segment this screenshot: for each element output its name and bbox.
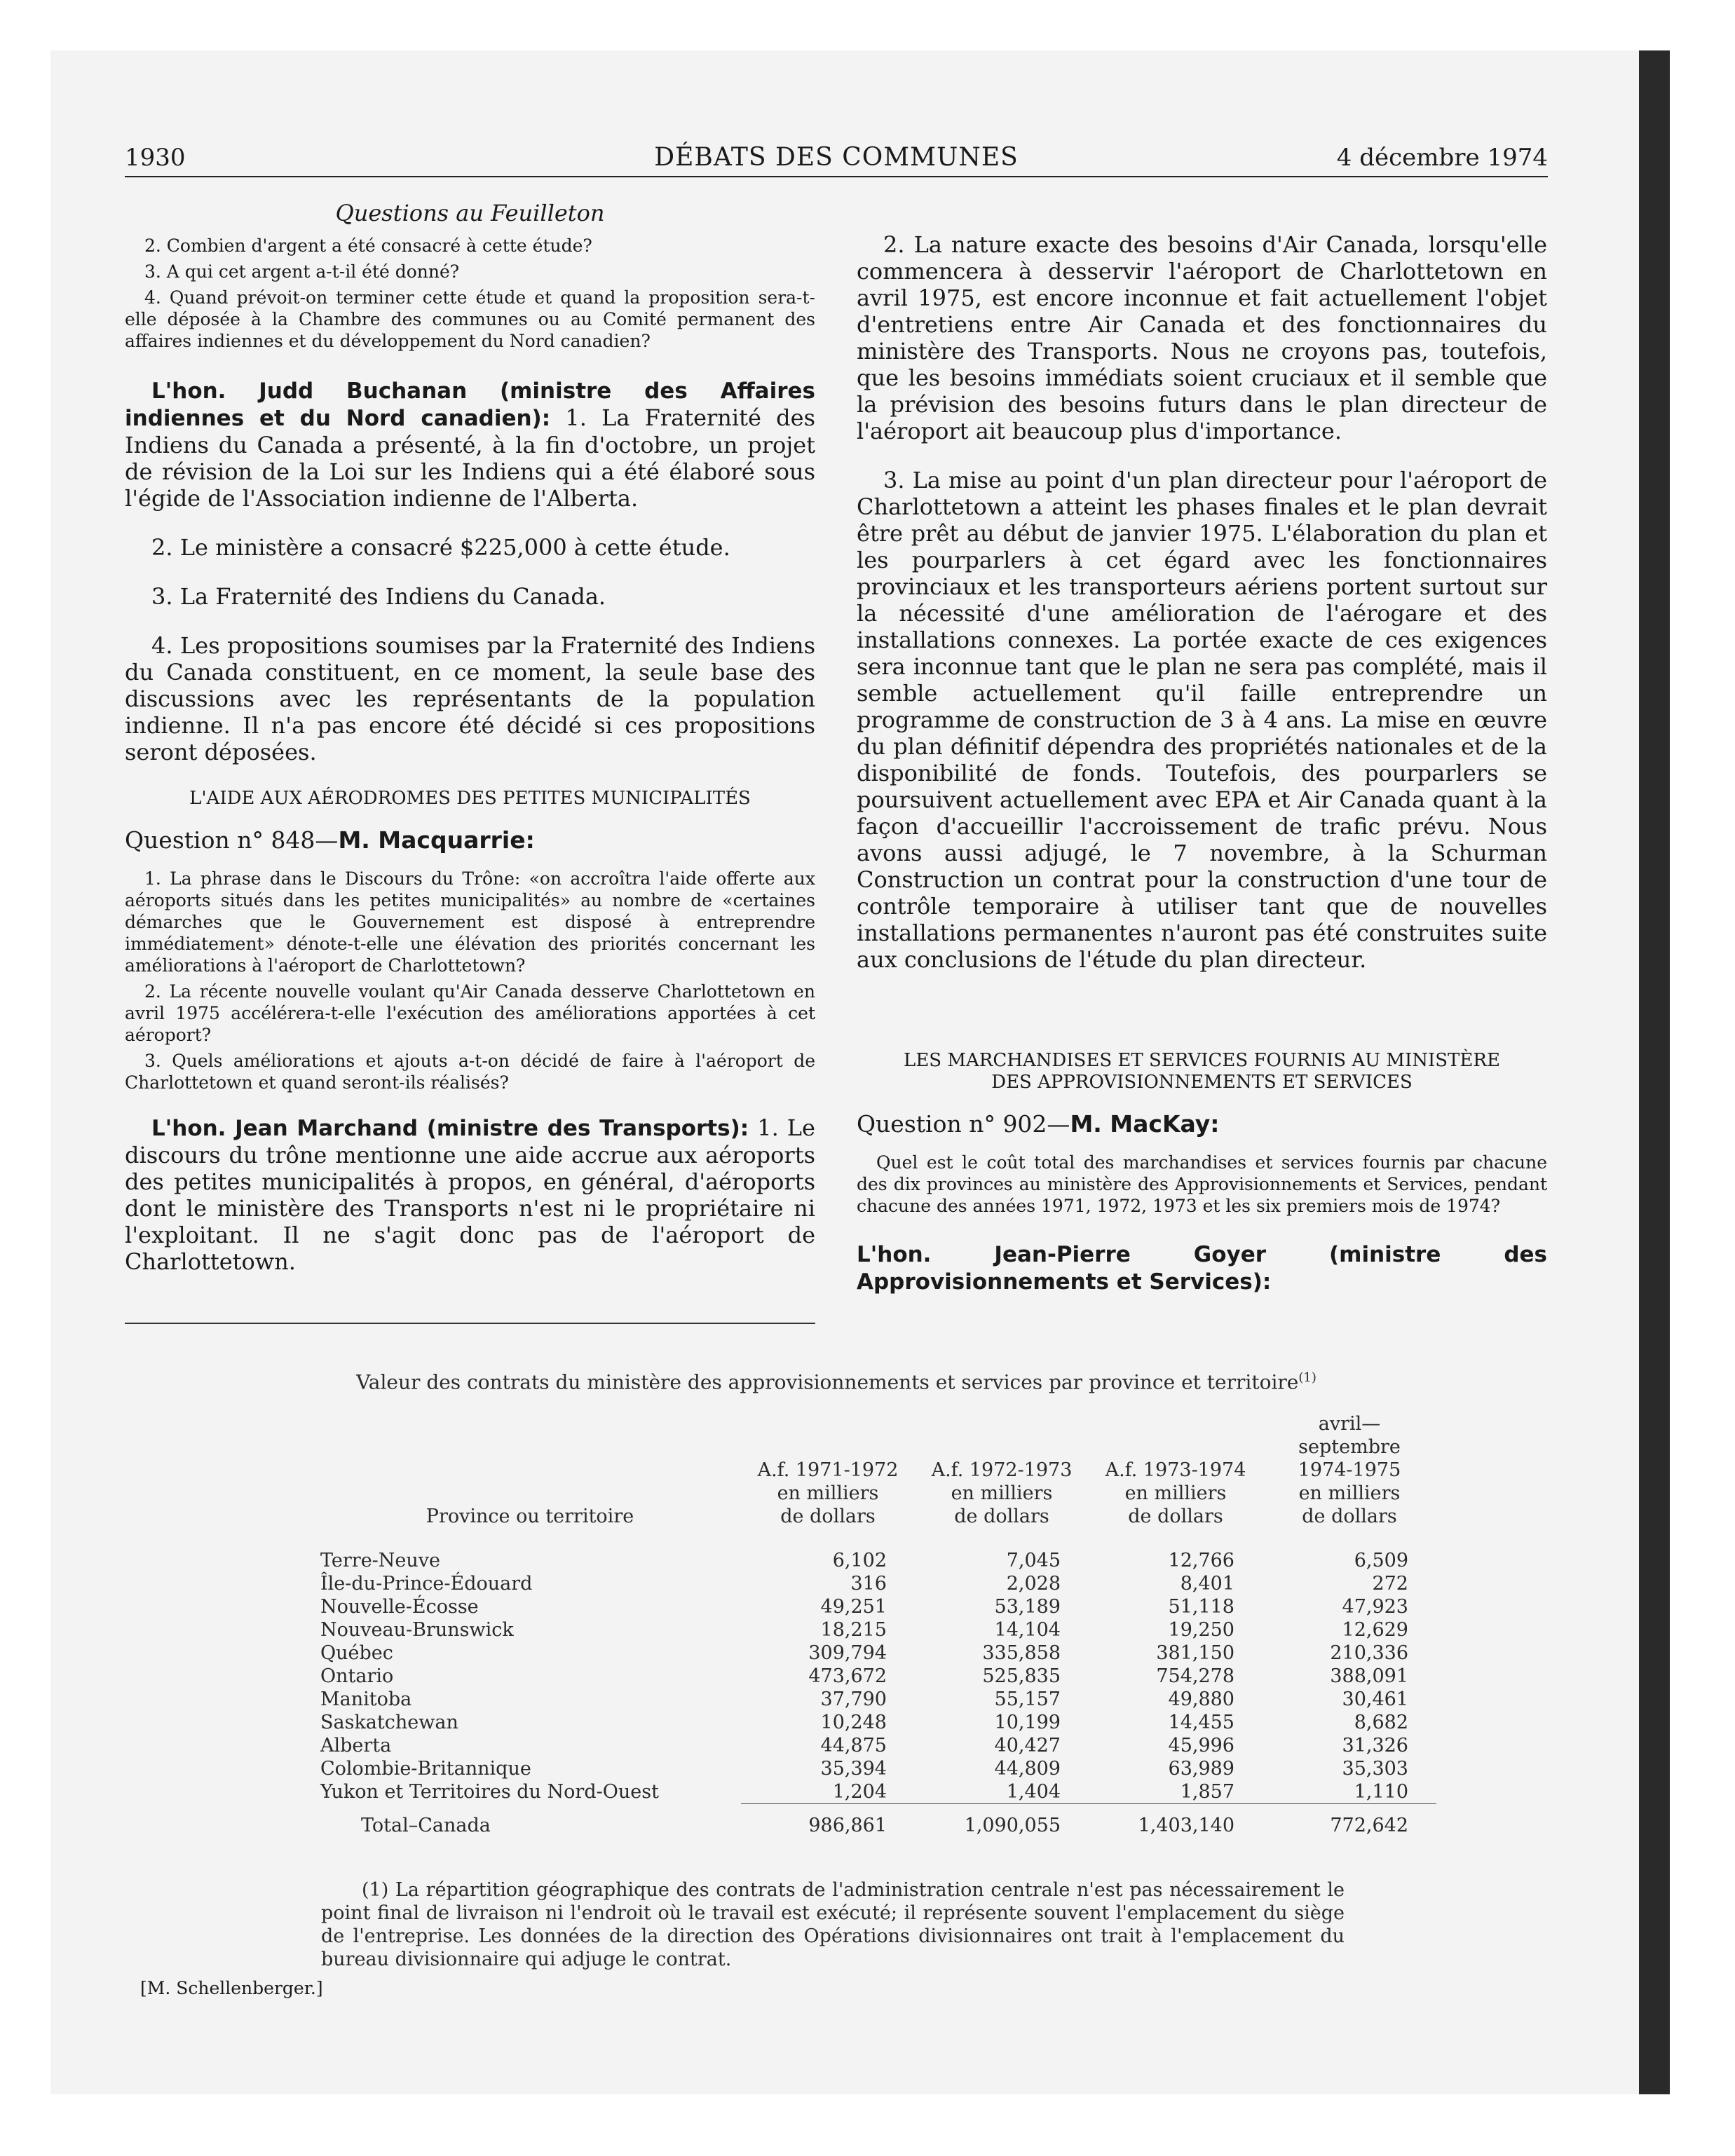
answer-paragraph: 2. La nature exacte des besoins d'Air Canada, lorsqu'elle commencera à desservir l'aéroport de Charlottetown en avril 1975, est encore inconnue et fait actuellement l'objet d'entretiens entre Air Canada et des fonctionnaires du ministère des Transports. Nous ne croyons pas, toutefois, que les besoins immédiats soient cruciaux et il semble que la prévision des besoins futurs dans le plan directeur de l'aéroport ait beaucoup plus d'importance. (857, 231, 1547, 444)
question-item: 1. La phrase dans le Discours du Trône: «on accroîtra l'aide offerte aux aéroports situés dans les petites municipalités» au nombre de «certaines démarches que le Gouvernement est disposé à entreprendre immédiatement» dénote-t-elle une élévation des priorités concernant les améliorations à l'aéroport de Charlottetown? (125, 868, 815, 976)
value-1972: 44,809 (994, 1758, 1061, 1780)
question-item: 3. Quels améliorations et ajouts a-t-on décidé de faire à l'aéroport de Charlottetown et quand seront-ils réalisés? (125, 1051, 815, 1093)
total-label: Total–Canada (361, 1814, 491, 1836)
province-name: Saskatchewan (320, 1712, 458, 1733)
section-label: Questions au Feuilleton (335, 200, 605, 226)
issue-date: 4 décembre 1974 (1336, 144, 1548, 172)
province-name: Nouvelle-Écosse (320, 1596, 479, 1618)
province-name: Québec (320, 1642, 393, 1664)
value-1974: 388,091 (1330, 1665, 1408, 1687)
table-row (319, 1595, 1436, 1618)
table-header-row (319, 1412, 1436, 1549)
header-line: de dollars (1128, 1506, 1223, 1527)
answer-paragraph (125, 1114, 815, 1275)
header-line: en milliers (1124, 1482, 1227, 1504)
value-1973: 19,250 (1168, 1619, 1234, 1641)
column-header-province: Province ou territoire (426, 1506, 634, 1527)
value-1972: 1,404 (915, 1780, 1089, 1804)
left-column (125, 200, 815, 1297)
header-line: 1974-1975 (1298, 1459, 1401, 1481)
value-1972: 10,199 (994, 1712, 1061, 1733)
answer-paragraph: 3. La Fraternité des Indiens du Canada. (151, 583, 606, 610)
question-number: Question n° 848— (125, 826, 339, 854)
value-1971: 44,875 (820, 1735, 887, 1756)
table-row (319, 1642, 1436, 1665)
member-name: M. Macquarrie: (338, 826, 535, 854)
value-1971: 309,794 (808, 1642, 887, 1664)
answer-text: 1. La Fraternité des Indiens du Canada a présenté, à la fin d'octobre, un projet de révision de la Loi sur les Indiens qui a été élaboré sous l'égide de l'Association indienne de l'Alberta. (125, 404, 816, 512)
table-title-text: Valeur des contrats du ministère des approvisionnements et services par province et territoire (356, 1370, 1299, 1394)
answer-text: 1. Le discours du trône mentionne une aide accrue aux aéroports des petites municipalités à propos, en général, d'aéroports dont le ministère des Transports n'est ni le propriétaire ni l'exploitant. Il ne s'agit donc pas de l'aéroport de Charlottetown. (125, 1114, 815, 1275)
value-1974: 35,303 (1342, 1758, 1408, 1780)
journal-title: DÉBATS DES COMMUNES (654, 143, 1019, 172)
column-header-1971 (741, 1412, 915, 1549)
header-line: A.f. 1971-1972 (757, 1459, 899, 1481)
province-name: Colombie-Britannique (320, 1758, 531, 1780)
value-1974: 8,682 (1354, 1712, 1408, 1733)
value-1971: 35,394 (820, 1758, 887, 1780)
value-1971: 6,102 (832, 1550, 887, 1571)
value-1972: 53,189 (994, 1596, 1061, 1618)
value-1971: 18,215 (820, 1619, 887, 1641)
value-1972: 335,858 (982, 1642, 1061, 1664)
total-1973: 1,403,140 (1138, 1815, 1234, 1836)
total-1974: 772,642 (1330, 1815, 1408, 1836)
province-name: Yukon et Territoires du Nord-Ouest (320, 1781, 659, 1803)
table-row (319, 1688, 1436, 1711)
value-1973: 12,766 (1168, 1550, 1234, 1571)
question-number: Question n° 902— (857, 1110, 1070, 1138)
value-1973: 49,880 (1168, 1688, 1234, 1710)
value-1972: 2,028 (1006, 1573, 1061, 1595)
value-1971: 473,672 (808, 1665, 887, 1687)
province-name: Alberta (320, 1735, 392, 1756)
column-header-1973 (1089, 1412, 1263, 1549)
section-title: L'AIDE AUX AÉRODROMES DES PETITES MUNICIPALITÉS (189, 788, 751, 809)
answer-paragraph: 3. La mise au point d'un plan directeur pour l'aéroport de Charlottetown a atteint les phases finales et le plan devrait être prêt au début de janvier 1975. L'élaboration du plan et les pourparlers à cet égard avec les fonctionnaires provinciaux et les transporteurs aériens portent surtout sur la nécessité d'une amélioration de l'aérogare et des installations connexes. La portée exacte de ces exigences sera inconnue tant que le plan ne sera pas complété, mais il semble actuellement qu'il faille entreprendre un programme de construction de 3 à 4 ans. La mise en œuvre du plan définitif dépendra des propriétés nationales et de la disponibilité de fonds. Toutefois, des pourparlers se poursuivent actuellement avec EPA et Air Canada quant à la façon d'accueillir l'accroissement de trafic prévu. Nous avons aussi adjugé, le 7 novembre, à la Schurman Construction un contrat pour la construction d'une tour de contrôle temporaire à utiliser tant que de nouvelles installations permanentes n'auront pas été construites suite aux conclusions de l'étude du plan directeur. (857, 467, 1547, 973)
value-1973: 63,989 (1168, 1758, 1234, 1780)
answer-paragraph: 2. Le ministère a consacré $225,000 à cette étude. (151, 534, 730, 561)
column-header-1972 (915, 1412, 1089, 1549)
header-line: A.f. 1973-1974 (1105, 1459, 1246, 1481)
province-name: Ontario (320, 1665, 394, 1687)
column-rule (125, 1323, 815, 1324)
value-1972: 525,835 (982, 1665, 1061, 1687)
value-1972: 7,045 (1006, 1550, 1061, 1571)
speaker-name: L'hon. Judd Buchanan (ministre des Affaires indiennes et du Nord canadien): (125, 378, 815, 431)
question-item: 2. La récente nouvelle voulant qu'Air Canada desserve Charlottetown en avril 1975 accélérera-t-elle l'exécution des améliorations apportées à cet aéroport? (125, 981, 815, 1045)
table-row (319, 1618, 1436, 1642)
value-1974: 12,629 (1342, 1619, 1408, 1641)
value-1973: 754,278 (1156, 1665, 1234, 1687)
province-name: Terre-Neuve (320, 1550, 441, 1571)
value-1974: 272 (1372, 1573, 1408, 1595)
value-1974: 6,509 (1354, 1550, 1408, 1571)
value-1974: 210,336 (1330, 1642, 1408, 1664)
question-item: 2. Combien d'argent a été consacré à cette étude? (144, 236, 592, 256)
header-line: de dollars (954, 1506, 1049, 1527)
answer-paragraph (125, 377, 815, 512)
value-1971: 10,248 (820, 1712, 887, 1733)
total-1971: 986,861 (808, 1815, 887, 1836)
section-title (857, 1050, 1547, 1093)
question-item: 3. A qui cet argent a-t-il été donné? (144, 261, 460, 282)
right-column (857, 231, 1547, 1318)
speaker-name: L'hon. Jean-Pierre Goyer (ministre des Approvisionnements et Services): (857, 1242, 1547, 1295)
question-heading (857, 1110, 1547, 1138)
table-title-note: (1) (1298, 1370, 1316, 1385)
value-1973: 8,401 (1180, 1573, 1234, 1595)
table-row (319, 1549, 1436, 1572)
value-1974: 30,461 (1342, 1688, 1408, 1710)
value-1973: 381,150 (1156, 1642, 1234, 1664)
province-name: Nouveau-Brunswick (320, 1619, 514, 1641)
header-line: en milliers (777, 1482, 879, 1504)
value-1971: 316 (850, 1573, 887, 1595)
value-1974: 31,326 (1342, 1735, 1408, 1756)
value-1973: 51,118 (1168, 1596, 1234, 1618)
value-1972: 40,427 (994, 1735, 1061, 1756)
header-line: avril— (1318, 1413, 1381, 1435)
value-1974: 1,110 (1263, 1780, 1436, 1804)
question-heading (125, 826, 815, 854)
total-1972: 1,090,055 (964, 1815, 1061, 1836)
value-1971: 37,790 (820, 1688, 887, 1710)
province-name: Île-du-Prince-Édouard (320, 1573, 533, 1595)
section-title-line: DES APPROVISIONNEMENTS ET SERVICES (991, 1072, 1413, 1093)
header-line: de dollars (780, 1506, 876, 1527)
question-item: Quel est le coût total des marchandises et services fournis par chacune des dix provinces au ministère des Approvisionnements et Services, pendant chacune des années 1971, 1972, 1973 et les six premiers mois de 1974? (857, 1152, 1547, 1216)
value-1971: 49,251 (820, 1596, 887, 1618)
value-1974: 47,923 (1342, 1596, 1408, 1618)
table-row (319, 1780, 1436, 1804)
table-row (319, 1757, 1436, 1780)
header-line: en milliers (1298, 1482, 1401, 1504)
speaker-attribution: [M. Schellenberger.] (140, 1978, 323, 1998)
value-1972: 14,104 (994, 1619, 1061, 1641)
answer-paragraph (857, 1241, 1547, 1295)
page-header (125, 144, 1548, 177)
province-name: Manitoba (320, 1688, 412, 1710)
section-title-line: LES MARCHANDISES ET SERVICES FOURNIS AU MINISTÈRE (904, 1050, 1500, 1071)
contracts-table (319, 1412, 1436, 1837)
header-line: de dollars (1302, 1506, 1397, 1527)
value-1973: 45,996 (1168, 1735, 1234, 1756)
answer-paragraph: 4. Les propositions soumises par la Fraternité des Indiens du Canada constituent, en ce moment, la seule base des discussions avec les représentants de la population indienne. Il n'a pas encore été décidé si ces propositions seront déposées. (125, 632, 815, 765)
question-item: 4. Quand prévoit-on terminer cette étude et quand la proposition sera-t-elle déposée à la Chambre des communes ou au Comité permanent des affaires indiennes et du développement du Nord canadien? (125, 287, 815, 351)
value-1973: 14,455 (1168, 1712, 1234, 1733)
table-row (319, 1572, 1436, 1595)
speaker-name: L'hon. Jean Marchand (ministre des Transports): (151, 1116, 749, 1141)
scan-edge (1639, 50, 1670, 2094)
member-name: M. MacKay: (1070, 1110, 1220, 1138)
value-1971: 1,204 (741, 1780, 915, 1804)
table-row (319, 1734, 1436, 1757)
column-header-1974 (1263, 1412, 1436, 1549)
page-number: 1930 (125, 144, 186, 172)
table-title (125, 1370, 1548, 1393)
table-row (319, 1711, 1436, 1734)
value-1972: 55,157 (994, 1688, 1061, 1710)
header-line: septembre (1298, 1436, 1401, 1458)
table-row (319, 1665, 1436, 1688)
header-line: A.f. 1972-1973 (931, 1459, 1073, 1481)
table-footnote: (1) La répartition géographique des contrats de l'administration centrale n'est pas nécessairement le point final de livraison ni l'endroit où le travail est exécuté; il représente souvent l'emplacement du siège de l'entreprise. Les données de la direction des Opérations divisionnaires ont trait à l'emplacement du bureau divisionnaire qui adjuge le contrat. (321, 1879, 1345, 1970)
value-1973: 1,857 (1089, 1780, 1263, 1804)
header-line: en milliers (951, 1482, 1053, 1504)
table-total-row (319, 1804, 1436, 1838)
